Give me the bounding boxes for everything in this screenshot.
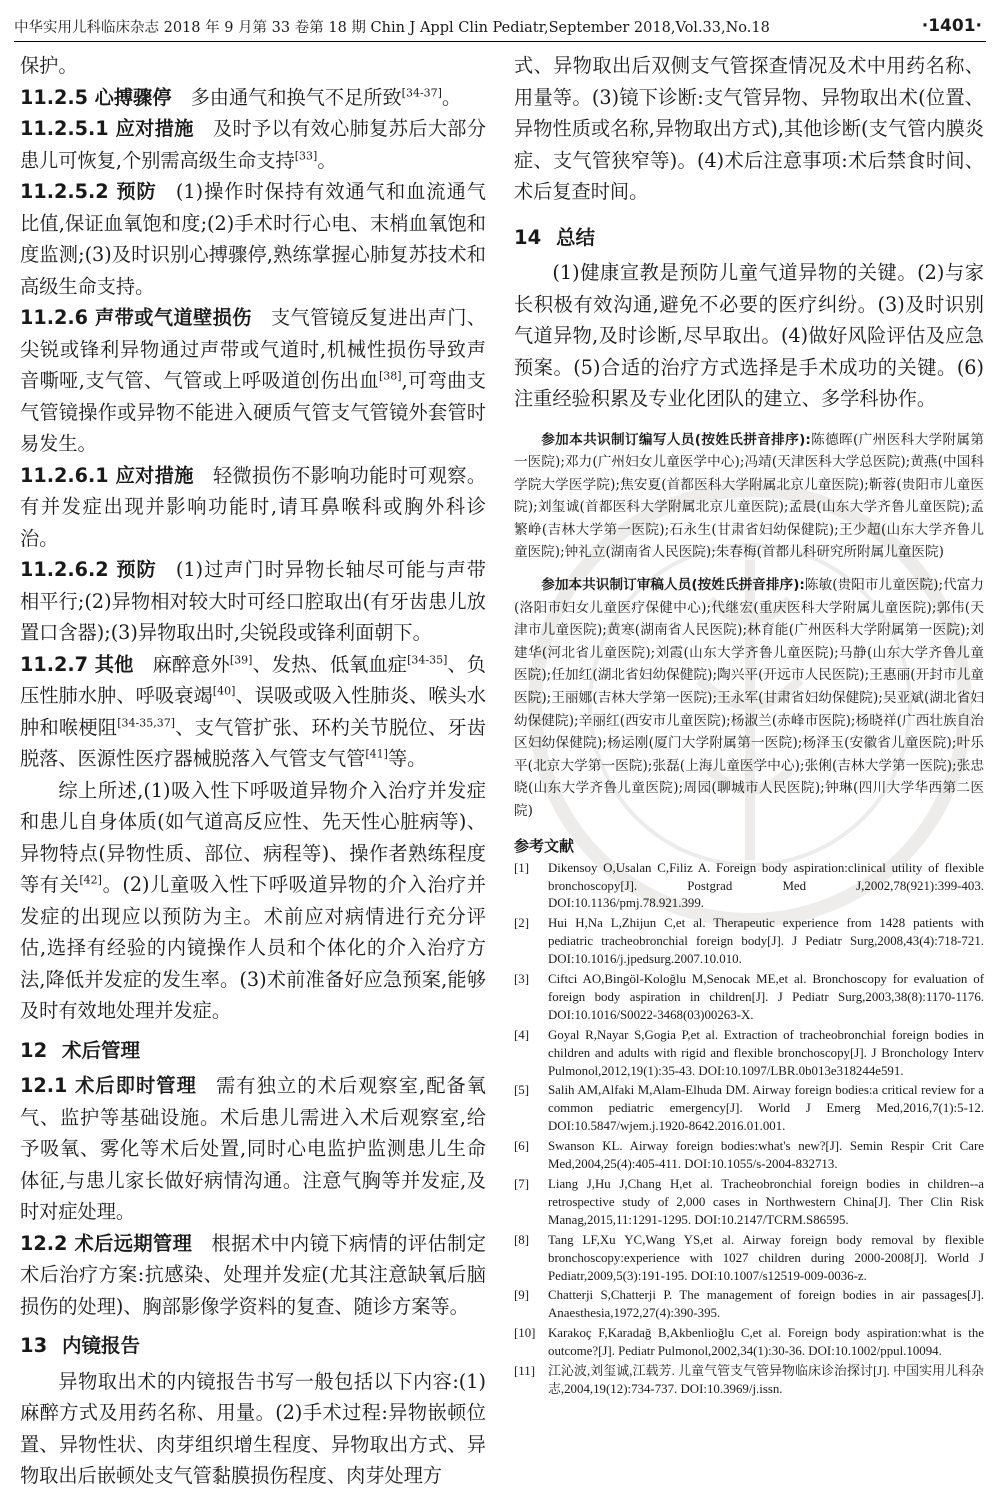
reviewers-label: 参加本共识制订审稿人员(按姓氏拼音排序): (541, 577, 805, 594)
reference-number: [6] (514, 1139, 530, 1154)
heading-12-2: 12.2 术后远期管理 (20, 1231, 193, 1255)
reviewers-list: 参加本共识制订审稿人员(按姓氏拼音排序):陈敏(贵阳市儿童医院);代富力(洛阳市妇女儿童医疗保健中心);代继宏(重庆医科大学附属儿童医院);郭伟(天津市儿童医院);黄寒(湖南省人民医院);林育能(广州医科大学附属第一医院);刘建华(河北省儿童医院);刘霞(山东大学齐鲁儿童医院);马静(山东大学齐鲁儿童医院);任加红(湖北省妇幼保健院);陶兴平(开远市人民医院);王惠丽(开封市儿童医院);王丽娜(吉林大学第一医院);王永军(甘肃省妇幼保健院);吴亚斌(湖北省妇幼保健院);辛丽红(西安市儿童医院);杨淑兰(赤峰市医院);杨晓祥(广西壮族自治区妇幼保健院);杨运刚(厦门大学附属第一医院);杨泽玉(安徽省儿童医院);叶乐平(北京大学第一医院);张磊(上海儿童医学中心);张俐(吉林大学第一医院);张忠晓(山东大学齐鲁儿童医院);周园(聊城市人民医院);钟琳(四川大学华西第二医院) (514, 577, 984, 819)
section-11-2-5-2: 11.2.5.2 预防 (1)操作时保持有效通气和血流通气比值,保证血氧饱和度;(2)手术时行心电、末梢血氧饱和度监测;(3)及时识别心搏骤停,熟练掌握心肺复苏技术和高级生命支持。 (20, 180, 486, 298)
right-column (514, 50, 984, 1401)
reference-list (514, 860, 984, 1399)
heading-11-2-6-1: 11.2.6.1 应对措施 (20, 463, 194, 487)
reference-number: [4] (514, 1027, 530, 1042)
heading-11-2-7: 11.2.7 其他 (20, 652, 134, 676)
page-number: ·1401· (921, 16, 982, 36)
reference-item (514, 915, 984, 969)
section-12-1: 12.1 术后即时管理 需有独立的术后观察室,配备氧气、监护等基础设施。术后患儿需进入术后观察室,给予吸氧、雾化等术后处置,同时心电监护监测患儿生命体征,与患儿家长做好病情沟通。注意气胸等并发症,及时对症处理。 (20, 1074, 486, 1223)
reference-text: Swanson KL. Airway foreign bodies:what's new?[J]. Semin Respir Crit Care Med,2004,25(4):405-411. DOI:10.1055/s-2004-832713. (548, 1139, 984, 1172)
reference-number: [9] (514, 1288, 530, 1303)
section-13-continued: 式、异物取出后双侧支气管探查情况及术中用药名称、用量等。(3)镜下诊断:支气管异物、异物取出术(位置、异物性质或名称,异物取出方式),其他诊断(支气管内膜炎症、支气管狭窄等)。(4)术后注意事项:术后禁食时间、术后复查时间。 (514, 54, 984, 203)
section-12-heading: 12 术后管理 (20, 1038, 141, 1062)
reference-number: [7] (514, 1177, 530, 1191)
heading-11-2-5-1: 11.2.5.1 应对措施 (20, 117, 194, 140)
left-column (20, 50, 486, 1492)
section-11-2-5: 11.2.5 心搏骤停 多由通气和换气不足所致[34-37]。 (20, 85, 462, 109)
reference-item (514, 1325, 984, 1361)
heading-11-2-5: 11.2.5 心搏骤停 (20, 85, 172, 109)
section-11-2-5-1: 11.2.5.1 应对措施 及时予以有效心肺复苏后大部分患儿可恢复,个别需高级生命支持[33]。 (20, 117, 487, 172)
reference-number: [5] (514, 1083, 530, 1098)
section-11-2-7: 11.2.7 其他 麻醉意外[39]、发热、低氧血症[34-35]、负压性肺水肿、呼吸衰竭[40]、误吸或吸入性肺炎、喉头水肿和喉梗阻[34-35,37]、支气管扩张、环杓关节脱位、牙齿脱落、医源性医疗器械脱落入气管支气管[41]等。 (20, 652, 487, 770)
reference-text: Tang LF,Xu YC,Wang YS,et al. Airway foreign body removal by flexible bronchoscopy:experience with 1027 children during 2000-2008[J]. World J Pediatr,2009,5(3):191-195. DOI:10.1007/s12519-009-0036-z. (548, 1232, 984, 1283)
reference-item (514, 971, 984, 1025)
reference-text: Karakoç F,Karadağ B,Akbenlioğlu C,et al. Foreign body aspiration:what is the outcome?[J]. Pediatr Pulmonol,2002,34(1):30-36. DOI:10.1002/ppul.10094. (548, 1326, 984, 1359)
reference-item (514, 1082, 984, 1136)
section-11-2-6-1: 11.2.6.1 应对措施 轻微损伤不影响功能时可观察。有并发症出现并影响功能时,请耳鼻喉科或胸外科诊治。 (20, 463, 487, 550)
reference-text: Hui H,Na L,Zhijun C,et al. Therapeutic experience from 1428 patients with pediatric tracheobronchial foreign body[J]. J Pediatr Surg,2008,43(4):718-721. DOI:10.1016/j.jpedsurg.2007.10.010. (548, 916, 984, 967)
reference-item (514, 1027, 984, 1081)
reference-text: Ciftci AO,Bingöl-Koloğlu M,Senocak ME,et al. Bronchoscopy for evaluation of foreign body aspiration in children[J]. J Pediatr Surg,2003,38(8):1170-1176. DOI:10.1016/S0022-3468(03)00263-X. (548, 972, 984, 1022)
reference-number: [1] (514, 860, 530, 875)
writers-list: 参加本共识制订编写人员(按姓氏拼音排序):陈德晖(广州医科大学附属第一医院);邓力(广州妇女儿童医学中心);冯靖(天津医科大学总医院);黄燕(中国科学院大学医学院);焦安夏(首都医科大学附属北京儿童医院);靳蓉(贵阳市儿童医院);刘玺诚(首都医科大学附属北京儿童医院);孟晨(山东大学齐鲁儿童医院);孟繁峥(吉林大学第一医院);石永生(甘肃省妇幼保健院);王少超(山东大学齐鲁儿童医院);钟礼立(湖南省人民医院);朱春梅(首都儿科研究所附属儿童医院) (514, 431, 984, 561)
heading-11-2-6: 11.2.6 声带或气道壁损伤 (20, 306, 252, 329)
section-12-2: 12.2 术后远期管理 根据术中内镜下病情的评估制定术后治疗方案:抗感染、处理并发症(尤其注意缺氧后脑损伤的处理)、胸部影像学资料的复查、随诊方案等。 (20, 1231, 486, 1318)
reference-text: Salih AM,Alfaki M,Alam-Elhuda DM. Airway foreign bodies:a critical review for a common pediatric emergency[J]. World J Emerg Med,2016,7(1):5-12. DOI:10.5847/wjem.j.1920-8642.2016.01.001. (548, 1083, 984, 1134)
reference-text: Liang J,Hu J,Chang H,et al. Tracheobronchial foreign bodies in children--a retrospective study of 2,000 cases in Northwestern China[J]. Ther Clin Risk Manag,2015,11:1291-1295. DOI:10.2147/TCRM.S86595. (548, 1177, 984, 1227)
reference-item (514, 1232, 984, 1286)
running-header (14, 14, 986, 42)
reference-number: [3] (514, 972, 530, 987)
section-14-heading: 14 总结 (514, 225, 596, 249)
reference-text: 江沁波,刘玺诚,江载芳. 儿童气管支气管异物临床诊治探讨[J]. 中国实用儿科杂志,2004,19(12):734-737. DOI:10.3969/j.issn. (548, 1364, 984, 1396)
section-11-2-6-2: 11.2.6.2 预防 (1)过声门时异物长轴尽可能与声带相平行;(2)异物相对较大时可经口腔取出(有牙齿患儿放置口含器);(3)异物取出时,尖锐段或锋利面朝下。 (20, 558, 486, 644)
heading-11-2-6-2: 11.2.6.2 预防 (20, 558, 157, 581)
reference-text: Goyal R,Nayar S,Gogia P,et al. Extraction of tracheobronchial foreign bodies in children and adults with rigid and flexible bronchoscopy[J]. J Bronchology Interv Pulmonol,2012,19(1):35-43. DOI:10.1097/LBR.0b013e318244e591. (548, 1027, 984, 1078)
heading-11-2-5-2: 11.2.5.2 预防 (20, 180, 157, 203)
reference-number: [8] (514, 1232, 530, 1247)
section-11-2-6: 11.2.6 声带或气道壁损伤 支气管镜反复进出声门、尖锐或锋利异物通过声带或气道时,机械性损伤导致声音嘶哑,支气管、气管或上呼吸道创伤出血[38],可弯曲支气管镜操作或异物不能进入硬质气管支气管镜外套管时易发生。 (20, 306, 486, 455)
reference-item (514, 1363, 984, 1399)
journal-citation: 中华实用儿科临床杂志 2018 年 9 月第 33 卷第 18 期 Chin J Appl Clin Pediatr,September 2018,Vol.33,No.18 (14, 20, 770, 36)
reference-text: Dikensoy O,Usalan C,Filiz A. Foreign body aspiration:clinical utility of flexible bronchoscopy[J]. Postgrad Med J,2002,78(921):399-403. DOI:10.1136/pmj.78.921.399. (548, 860, 984, 911)
reference-text: Chatterji S,Chatterji P. The management of foreign bodies in air passages[J]. Anaesthesia,1972,27(4):390-395. (548, 1288, 984, 1321)
reference-number: [10] (514, 1326, 536, 1341)
summary-paragraph: 综上所述,(1)吸入性下呼吸道异物介入治疗并发症和患儿自身体质(如气道高反应性、先天性心脏病等)、异物特点(异物性质、部位、病程等)、操作者熟练程度等有关[42]。(2)儿童吸入性下呼吸道异物的介入治疗并发症的出现应以预防为主。术前应对病情进行充分评估,选择有经验的内镜操作人员和个体化的介入治疗方法,降低并发症的发生率。(3)术前准备好应急预案,能够及时有效地处理并发症。 (20, 778, 486, 1022)
paragraph: 保护。 (20, 54, 78, 77)
section-13-heading: 13 内镜报告 (20, 1334, 141, 1357)
reference-number: [11] (514, 1364, 535, 1379)
section-14-text: (1)健康宣教是预防儿童气道异物的关键。(2)与家长积极有效沟通,避免不必要的医疗纠纷。(3)及时识别气道异物,及时诊断,尽早取出。(4)做好风险评估及应急预案。(5)合适的治疗方式选择是手术成功的关键。(6)注重经验积累及专业化团队的建立、多学科协作。 (514, 261, 984, 410)
reference-item (514, 860, 984, 914)
reference-number: [2] (514, 916, 530, 931)
references-title: 参考文献 (514, 836, 575, 855)
reference-item (514, 1287, 984, 1323)
heading-12-1: 12.1 术后即时管理 (20, 1074, 197, 1097)
reference-item (514, 1138, 984, 1174)
section-13-text: 异物取出术的内镜报告书写一般包括以下内容:(1)麻醉方式及用药名称、用量。(2)手术过程:异物嵌顿位置、异物性状、肉芽组织增生程度、异物取出方式、异物取出后嵌顿处支气管黏膜损伤程度、肉芽处理方 (20, 1369, 486, 1487)
writers-label: 参加本共识制订编写人员(按姓氏拼音排序): (541, 431, 811, 448)
reference-item (514, 1176, 984, 1230)
